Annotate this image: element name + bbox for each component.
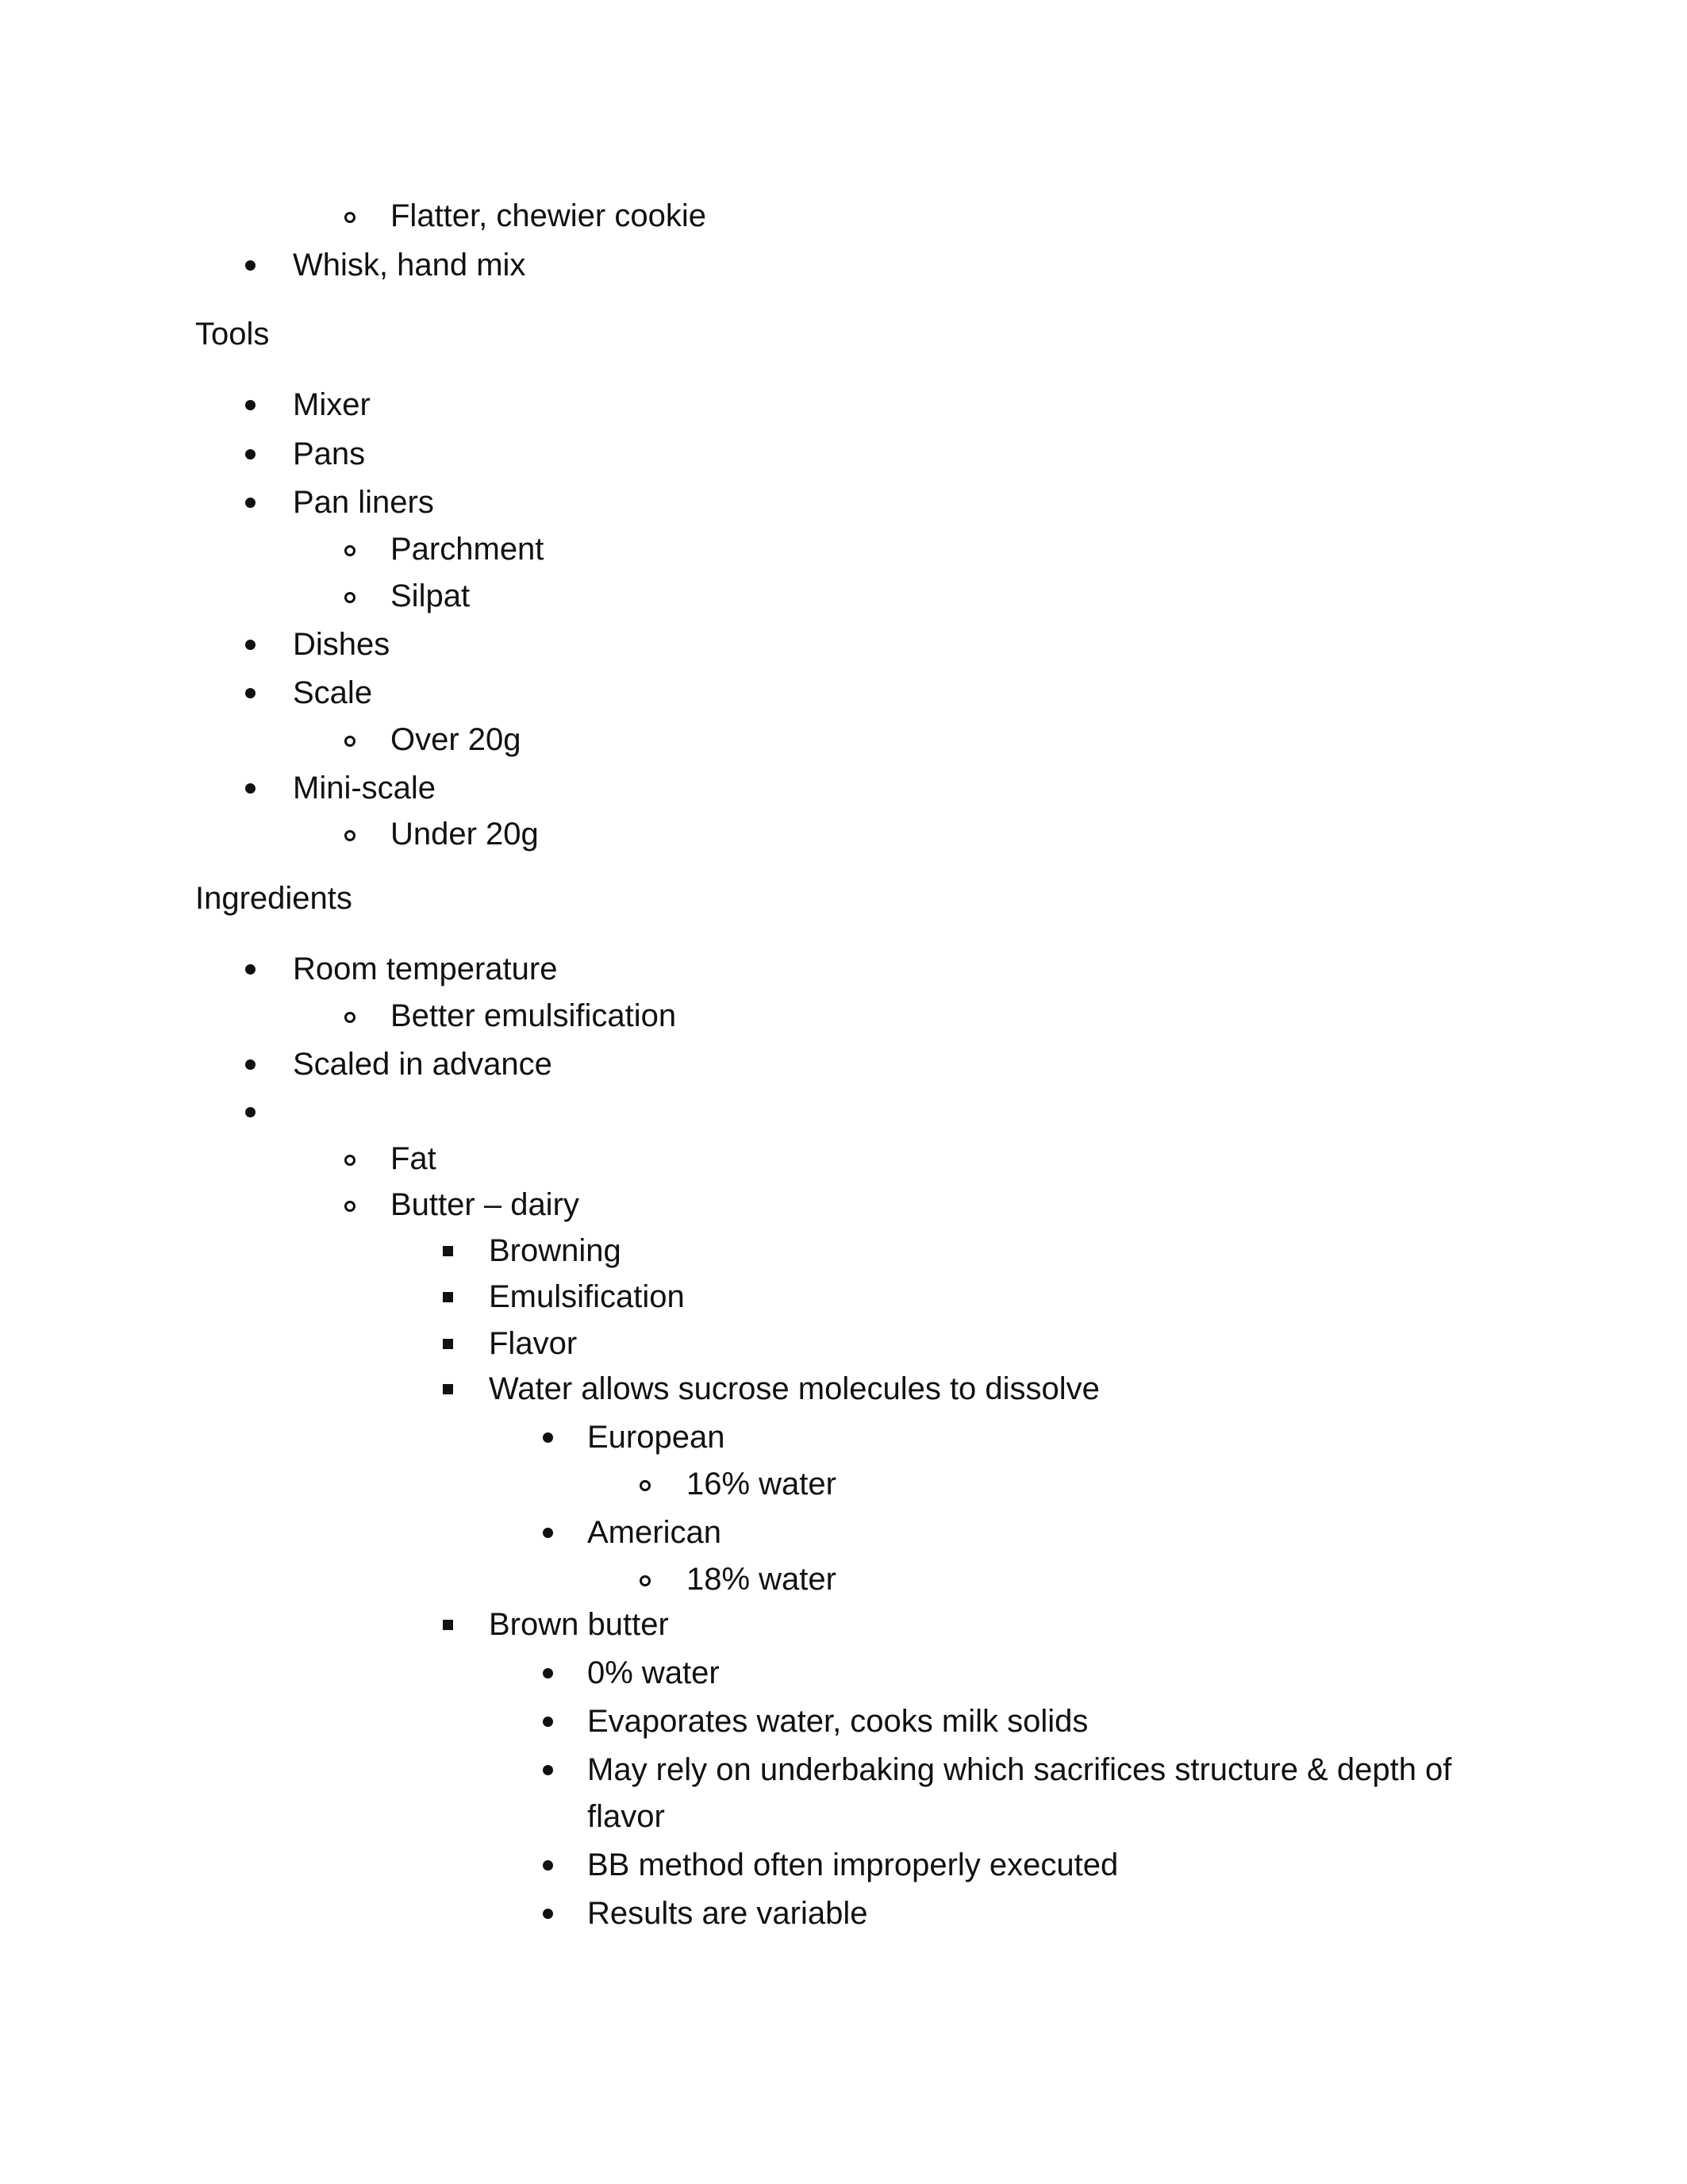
list-item: 0% water — [587, 1655, 720, 1690]
square-bullet-icon — [443, 1384, 453, 1394]
list-item: Under 20g — [390, 817, 539, 852]
list-item: Flatter, chewier cookie — [390, 198, 706, 233]
disc-bullet-icon — [543, 1765, 553, 1775]
section-heading-tools: Tools — [195, 317, 270, 352]
list-item: Silpat — [390, 579, 471, 613]
disc-bullet-icon — [543, 1909, 553, 1919]
list-item: Parchment — [390, 532, 544, 567]
circle-bullet-icon — [640, 1480, 651, 1491]
list-item: Brown butter — [489, 1607, 669, 1642]
list-item: Evaporates water, cooks milk solids — [587, 1704, 1089, 1739]
list-item: Emulsification — [489, 1279, 685, 1314]
circle-bullet-icon — [344, 592, 355, 603]
list-item: Fat — [390, 1141, 436, 1176]
disc-bullet-icon — [245, 1059, 256, 1070]
square-bullet-icon — [443, 1620, 453, 1630]
circle-bullet-icon — [344, 1012, 355, 1023]
list-item: 16% water — [686, 1467, 836, 1502]
circle-bullet-icon — [344, 736, 355, 747]
list-item: Butter – dairy — [390, 1187, 579, 1222]
circle-bullet-icon — [344, 545, 355, 556]
list-item: Whisk, hand mix — [293, 248, 526, 283]
disc-bullet-icon — [543, 1668, 553, 1678]
list-item: Mini-scale — [293, 771, 436, 806]
circle-bullet-icon — [344, 1201, 355, 1212]
list-item: May rely on underbaking which sacrifices structure & depth of — [587, 1752, 1452, 1787]
circle-bullet-icon — [344, 212, 355, 223]
disc-bullet-icon — [543, 1528, 553, 1538]
disc-bullet-icon — [245, 260, 256, 271]
list-item: Flavor — [489, 1326, 578, 1361]
list-item: BB method often improperly executed — [587, 1848, 1119, 1882]
square-bullet-icon — [443, 1246, 453, 1256]
disc-bullet-icon — [245, 400, 256, 410]
disc-bullet-icon — [245, 783, 256, 794]
circle-bullet-icon — [344, 830, 355, 841]
list-item: Room temperature — [293, 952, 558, 986]
square-bullet-icon — [443, 1339, 453, 1349]
list-item: Mixer — [293, 387, 371, 422]
list-item: Over 20g — [390, 722, 521, 757]
list-item: European — [587, 1420, 725, 1455]
list-item: Scaled in advance — [293, 1047, 552, 1082]
list-item: Pan liners — [293, 485, 434, 520]
disc-bullet-icon — [245, 640, 256, 650]
list-item: Scale — [293, 675, 373, 710]
list-item: Water allows sucrose molecules to dissolve — [489, 1371, 1100, 1406]
disc-bullet-icon — [245, 449, 256, 459]
list-item: 18% water — [686, 1562, 836, 1597]
list-item: Dishes — [293, 627, 390, 662]
disc-bullet-icon — [543, 1432, 553, 1443]
disc-bullet-icon — [543, 1860, 553, 1871]
disc-bullet-icon — [245, 688, 256, 698]
list-item: Browning — [489, 1233, 621, 1268]
list-item: Results are variable — [587, 1896, 868, 1931]
disc-bullet-icon — [245, 498, 256, 508]
list-item-continuation: flavor — [587, 1799, 665, 1834]
list-item: Better emulsification — [390, 998, 677, 1033]
disc-bullet-icon — [245, 964, 256, 975]
square-bullet-icon — [443, 1292, 453, 1302]
disc-bullet-icon — [245, 1107, 256, 1117]
section-heading-ingredients: Ingredients — [195, 881, 352, 916]
list-item: American — [587, 1515, 721, 1550]
disc-bullet-icon — [543, 1717, 553, 1727]
circle-bullet-icon — [640, 1575, 651, 1586]
list-item: Pans — [293, 436, 366, 471]
circle-bullet-icon — [344, 1155, 355, 1166]
